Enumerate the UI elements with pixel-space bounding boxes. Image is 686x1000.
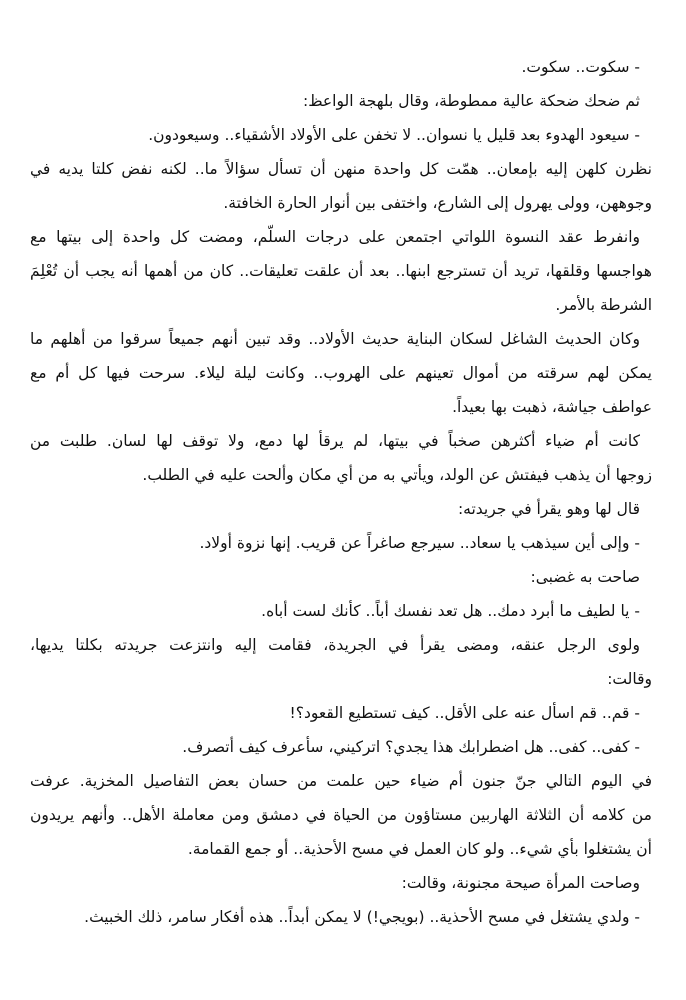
text-line: وانفرط عقد النسوة اللواتي اجتمعن على درجات السلّم، ومضت كل واحدة إلى بيتها مع bbox=[30, 228, 640, 246]
text-line: - قم.. قم اسأل عنه على الأقل.. كيف تستطيع القعود؟! bbox=[289, 704, 640, 722]
text-line: قال لها وهو يقرأ في جريدته: bbox=[457, 500, 640, 518]
text-line: هواجسها وقلقها، تريد أن تسترجع ابنها.. بعد أن علقت تعليقات.. كان من أهمها أنه يجب أن تُعْلِمَ bbox=[30, 262, 652, 280]
text-line: في اليوم التالي جنّ جنون أم ضياء حين علمت من حسان بعض التفاصيل المخزية. عرفت bbox=[30, 772, 652, 790]
text-line: - يا لطيف ما أبرد دمك.. هل تعد نفسك أباً.. كأنك لست أباه. bbox=[261, 602, 640, 620]
text-line: - ولدي يشتغل في مسح الأحذية.. (بويجي!) لا يمكن أبداً.. هذه أفكار سامر، ذلك الخبيث. bbox=[84, 908, 640, 926]
text-line: - سكوت.. سكوت. bbox=[521, 58, 640, 76]
text-line: ولوى الرجل عنقه، ومضى يقرأ في الجريدة، فقامت إليه وانتزعت جريدته بكلتا يديها، bbox=[30, 636, 640, 654]
text-line: كانت أم ضياء أكثرهن صخباً في بيتها، لم يرقأ لها دمع، ولا توقف لها لسان. طلبت من bbox=[30, 432, 640, 450]
text-line: نظرن كلهن إليه بإمعان.. همّت كل واحدة منهن أن تسأل سؤالاً ما.. لكنه نفض كلتا يديه في bbox=[30, 160, 652, 178]
text-line: وقالت: bbox=[607, 670, 652, 688]
text-line: وجوههن، وولى يهرول إلى الشارع، واختفى بين أنوار الحارة الخافتة. bbox=[223, 194, 652, 212]
text-line: عواطف جياشة، ذهبت بها بعيداً. bbox=[452, 398, 652, 416]
text-line: - سيعود الهدوء بعد قليل يا نسوان.. لا تخفن على الأولاد الأشقياء.. وسيعودون. bbox=[148, 126, 640, 144]
text-line: ثم ضحك ضحكة عالية ممطوطة، وقال بلهجة الواعظ: bbox=[302, 92, 640, 110]
text-line: أن يشتغلوا بأي شيء.. ولو كان العمل في مسح الأحذية.. أو جمع القمامة. bbox=[187, 840, 652, 858]
text-line: وكان الحديث الشاغل لسكان البناية حديث الأولاد.. وقد تبين أنهم جميعاً سرقوا من أهلهم ما bbox=[30, 330, 640, 348]
text-line: يمكن لهم سرقته من أموال تعينهم على الهروب.. وكانت ليلة ليلاء. سرحت فيها كل أم مع bbox=[30, 364, 652, 382]
text-line: - كفى.. كفى.. هل اضطرابك هذا يجدي؟ اتركيني، سأعرف كيف أتصرف. bbox=[182, 738, 640, 756]
text-line: - وإلى أين سيذهب يا سعاد.. سيرجع صاغراً عن قريب. إنها نزوة أولاد. bbox=[199, 534, 640, 552]
text-line: من كلامه أن الثلاثة الهاربين مستاؤون من الحياة في دمشق ومن معاملة الأهل.. وأنهم يريدون bbox=[30, 806, 652, 824]
text-line: الشرطة بالأمر. bbox=[555, 296, 652, 314]
text-line: وصاحت المرأة صيحة مجنونة، وقالت: bbox=[401, 874, 640, 892]
text-line: زوجها أن يذهب فيفتش عن الولد، ويأتي به من أي مكان وألحت عليه في الطلب. bbox=[142, 466, 652, 484]
text-line: صاحت به غضبى: bbox=[530, 568, 640, 586]
